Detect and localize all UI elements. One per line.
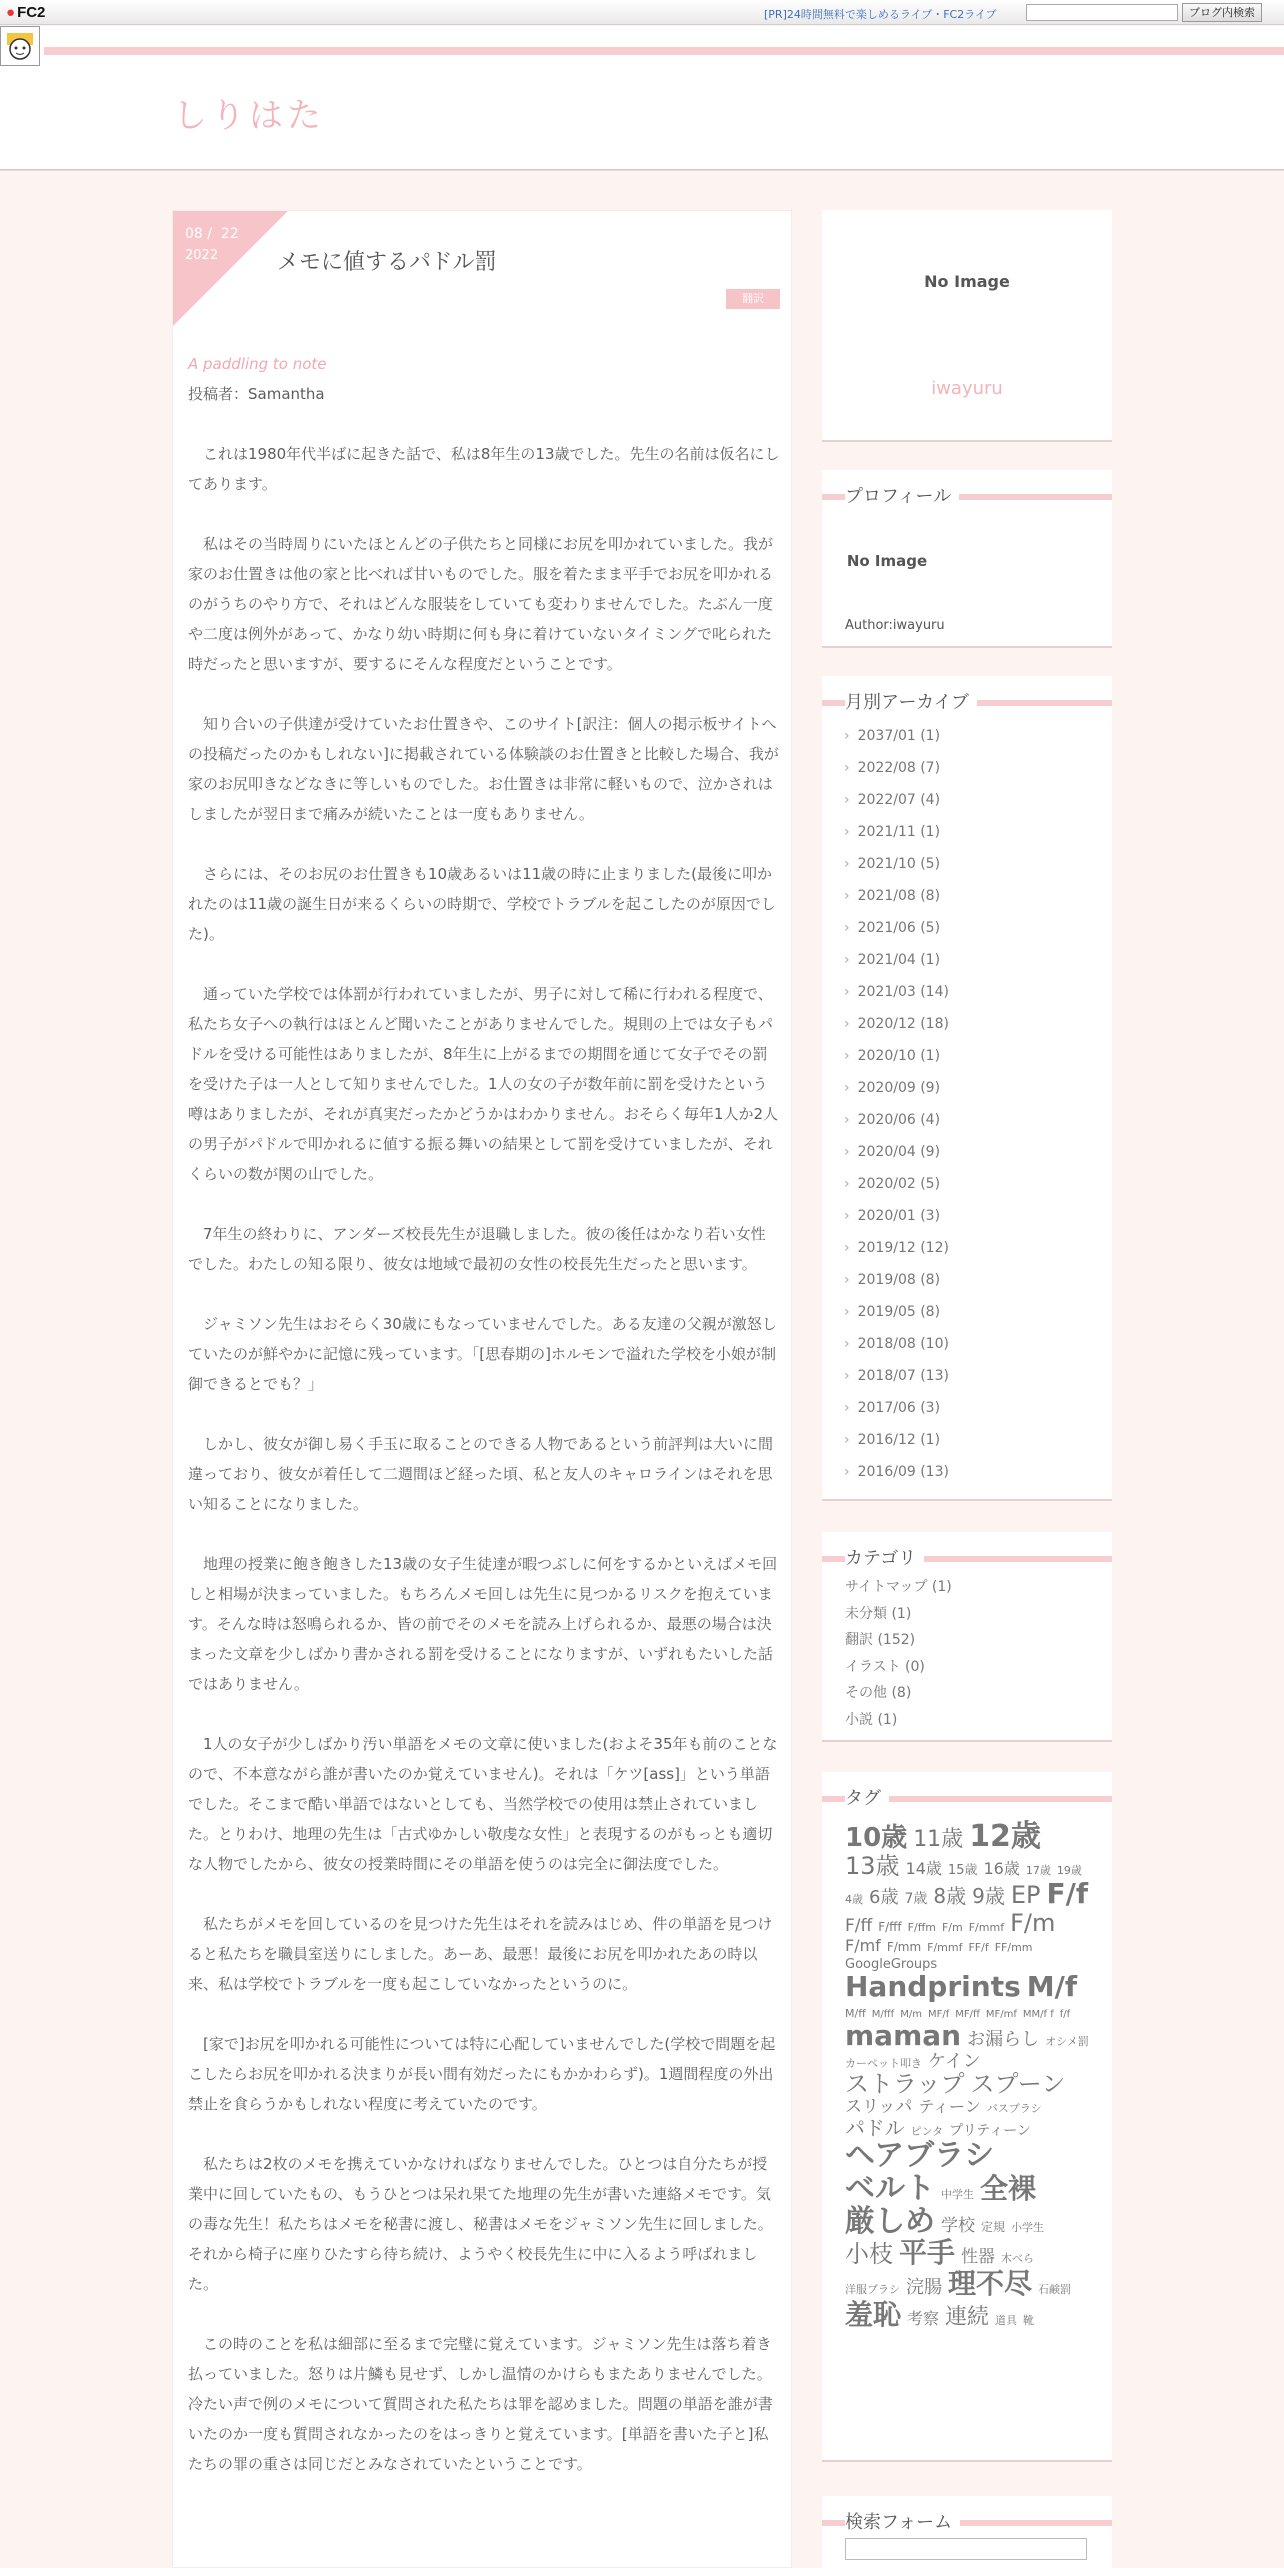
archive-item[interactable]: › 2016/12 (1) [844,1424,949,1456]
search-title: 検索フォーム [845,2508,960,2534]
tag-link[interactable]: 学校 [941,2215,975,2236]
archive-item[interactable]: › 2019/08 (8) [844,1264,949,1296]
profile-title: プロフィール [845,482,959,508]
tag-link[interactable]: 13歳 [845,1852,900,1880]
tag-link[interactable]: プリティーン [949,2122,1031,2139]
tag-link[interactable]: f/f [1059,2009,1071,2021]
fc2-flame-icon: ● [6,4,16,21]
tag-link[interactable]: 連続 [945,2304,990,2330]
tag-link[interactable]: ベルト [845,2170,935,2206]
category-item[interactable]: 未分類 (1) [845,1605,912,1622]
profile-widget [822,470,1112,648]
tag-link[interactable]: F/mmf [927,1940,963,1954]
archive-item[interactable]: › 2018/08 (10) [844,1328,949,1360]
tag-link[interactable]: F/mf [845,1935,881,1955]
blog-search-input[interactable] [845,2538,1087,2560]
paragraph: [家で]お尻を叩かれる可能性については特に心配していませんでした(学校で問題を起こしたらお尻を叩かれる決まりが長い間有効だったにもかかわらず)。1週間程度の外出禁止を食らうかもしれない程度に考えていたのです。 [188,2035,776,2113]
tag-link[interactable]: 9歳 [972,1884,1005,1909]
header-divider [0,169,1284,170]
archive-item[interactable]: › 2020/10 (1) [844,1040,949,1072]
tag-link[interactable]: 靴 [1023,2313,1035,2327]
tag-link[interactable]: M/m [900,2009,922,2021]
post-body [188,349,780,2509]
tag-link[interactable]: ヘアブラシ [845,2137,995,2173]
tag-link[interactable]: 全裸 [980,2171,1037,2205]
archive-item[interactable]: › 2021/08 (8) [844,880,949,912]
archive-item[interactable]: › 2020/01 (3) [844,1200,949,1232]
tag-link[interactable]: 4歳 [845,1893,863,1907]
archive-item[interactable]: › 2021/04 (1) [844,944,949,976]
tag-link[interactable]: 16歳 [983,1859,1020,1878]
post-title[interactable]: メモに値するパドル罰 [277,250,497,275]
paragraph: この時のことを私は細部に至るまで完璧に覚えています。ジャミソン先生は落ち着き払っていました。怒りは片鱗も見せず、しかし温情のかけらもまたありませんでした。冷たい声で例のメモについて質問された私たちは罪を認めました。問題の単語を誰が書いたのか一度も質問されなかったのをはっきりと覚えています。[単語を書いた子と]私たちの罪の重さは同じだとみなされていたということです。 [188,2335,773,2473]
tag-link[interactable]: カーペット叩き [845,2056,922,2070]
tag-link[interactable]: F/mmf [968,1921,1005,1935]
tag-link[interactable]: MF/f [927,2009,950,2021]
paragraph: 地理の授業に飽き飽きした13歳の女子生徒達が暇つぶしに何をするかといえばメモ回しと相場が決まっていました。もちろんメモ回しは先生に見つかるリスクを抱えています。そんな時は怒鳴られるか、皆の前でそのメモを読み上げられるか、最悪の場合は決まった文章を少しばかり書かされる罰を受けることになりますが、いずれもたいした話ではありません。 [188,1555,778,1693]
archive-item[interactable]: › 2020/06 (4) [844,1104,949,1136]
tag-link[interactable]: MM/f f [1022,2009,1054,2021]
tag-link[interactable]: FF/f [968,1940,989,1954]
tag-link[interactable]: M/f [1026,1970,1078,2004]
post-day: 22 [220,226,239,242]
tag-link[interactable]: 19歳 [1056,1864,1082,1877]
paragraph: これは1980年代半ばに起きた話で、私は8年生の13歳でした。先生の名前は仮名にしてあります。 [188,445,780,493]
tag-link[interactable]: 10歳 [845,1823,908,1853]
tag-link[interactable]: M/ff [845,2007,866,2021]
category-list [845,1574,952,1733]
tag-link[interactable]: F/mm [886,1939,922,1954]
paragraph: 1人の女子が少しばかり汚い単語をメモの文章に使いました(およそ35年も前のことなので、不本意ながら誰が書いたのか覚えていません)。それは「ケツ[ass]」という単語でした。そこまで酷い単語ではないとしても、当然学校での使用は禁止されていました。とりわけ、地理の先生は「古式ゆかしい敬虔な女性」と表現するのがもっとも適切な人物でしたから、彼女の授業時間にその単語を使うのは完全に御法度でした。 [188,1735,778,1873]
tag-link[interactable]: 定規 [981,2219,1006,2234]
paragraph: 通っていた学校では体罰が行われていましたが、男子に対して稀に行われる程度で、私たち女子への執行はほとんど聞いたことがありませんでした。規則の上では女子もパドルを受ける可能性はありましたが、8年生に上がるまでの期間を通じて女子でその罰を受けた子は一人として知りませんでした。1人の女の子が数年前に罰を受けたという噂はありましたが、それが真実だったかどうかはわかりません。おそらく毎年1人か2人の男子がパドルで叩かれるに値する振る舞いの結果として罰を受けていましたが、それくらいの数が関の山でした。 [188,985,778,1183]
archive-item[interactable]: › 2022/08 (7) [844,752,949,784]
tag-link[interactable]: ピンタ [910,2124,944,2138]
archive-widget [822,676,1112,1501]
archive-item[interactable]: › 2021/03 (14) [844,976,949,1008]
archive-item[interactable]: › 2020/12 (18) [844,1008,949,1040]
tag-link[interactable]: ケイン [928,2050,981,2072]
tag-link[interactable]: M/fff [871,2009,895,2021]
post-month: 08 / [185,226,212,242]
tag-link[interactable]: 12歳 [969,1819,1041,1854]
tag-link[interactable]: 17歳 [1025,1864,1051,1877]
archive-item[interactable]: › 2020/09 (9) [844,1072,949,1104]
category-item[interactable]: サイトマップ (1) [845,1579,952,1595]
tag-link[interactable]: F/m [1010,1909,1056,1938]
tag-link[interactable]: 小枝 [845,2239,893,2268]
tag-link[interactable]: 羞恥 [845,2297,902,2331]
mascot-icon[interactable] [0,26,40,66]
tag-link[interactable]: 考察 [907,2308,940,2328]
tag-link[interactable]: バスブラシ [986,2101,1042,2115]
tag-link[interactable]: GoogleGroups [845,1957,938,1973]
tag-link[interactable]: オシメ罰 [1045,2034,1089,2048]
category-item[interactable]: 小説 (1) [845,1711,898,1728]
tag-link[interactable]: Handprints [845,1970,1021,2004]
archive-title: 月別アーカイブ [845,688,977,714]
tag-link[interactable]: 道具 [995,2313,1018,2327]
category-title: カテゴリ [845,1544,924,1570]
category-widget [822,1532,1112,1742]
post-author: 投稿者：Samantha [188,385,325,403]
article [172,210,792,2568]
tag-link[interactable]: 中学生 [941,2187,974,2201]
tag-link[interactable]: ストラップ [845,2070,965,2099]
paragraph: 私たちがメモを回しているのを見つけた先生はそれを読みはじめ、件の単語を見つけると私たちを職員室送りにしました。あーあ、最悪！最後にお尻を叩かれたあの時以来、私は学校でトラブルを一度も起こしていなかったというのに。 [188,1915,773,1993]
post-date [185,223,239,267]
fc2-logo-text: FC2 [17,4,46,21]
tag-link[interactable]: 性器 [961,2246,996,2267]
archive-item[interactable]: › 2037/01 (1) [844,720,949,752]
tag-link[interactable]: スリッパ [845,2096,913,2117]
tag-link[interactable]: 厳しめ [845,2203,935,2239]
archive-item[interactable]: › 2021/10 (5) [844,848,949,880]
tag-link[interactable]: 14歳 [905,1859,942,1878]
search-widget [822,2496,1112,2568]
archive-item[interactable]: › 2019/12 (12) [844,1232,949,1264]
archive-item[interactable]: › 2016/09 (13) [844,1456,949,1488]
no-image-placeholder: No Image [924,272,1010,291]
tag-link[interactable]: 小学生 [1011,2220,1045,2234]
archive-item[interactable]: › 2021/06 (5) [844,912,949,944]
archive-item[interactable]: › 2019/05 (8) [844,1296,949,1328]
tag-link[interactable]: 7歳 [904,1891,928,1908]
tag-link[interactable]: F/ff [845,1916,873,1937]
tag-link[interactable]: maman [845,2018,962,2052]
sidebar-top-widget [822,210,1112,442]
tag-link[interactable]: 8歳 [933,1884,967,1909]
paragraph: 私たちは2枚のメモを携えていかなければなりませんでした。ひとつは自分たちが授業中に回していたもの、もうひとつは呆れ果てた地理の先生が書いた連絡メモです。気の毒な先生！私たちはメモを秘書に渡し、秘書はメモをジャミソン先生に回しました。それから椅子に座りひたすら待ち続け、ようやく校長先生に中に入るよう呼ばれました。 [188,2155,773,2293]
fc2-pr-link[interactable]: [PR]24時間無料で楽しめるライブ・FC2ライブ [764,8,997,21]
paragraph: しかし、彼女が御し易く手玉に取ることのできる人物であるという前評判は大いに間違っており、彼女が着任して二週間ほど経った頃、私と友人のキャロラインはそれを思い知ることになりました。 [188,1435,774,1513]
tag-cloud [845,1820,1095,2330]
tag-link[interactable]: FF/mm [994,1940,1033,1954]
paragraph: 私はその当時周りにいたほとんどの子供たちと同様にお尻を叩かれていました。我が家のお仕置きは他の家と比べれば甘いものでした。服を着たまま平手でお尻を叩かれるのがうちのやり方で、それはどんな服装をしていても変わりませんでした。たぶん一度や二度は例外があって、かなり幼い時期に何も身に着けていないタイミングで叱られた時だったと思いますが、要するにそんな程度だということです。 [188,535,774,673]
tag-link[interactable]: スプーン [970,2070,1066,2099]
archive-item[interactable]: › 2022/07 (4) [844,784,949,816]
tag-link[interactable]: 11歳 [913,1827,964,1852]
tag-link[interactable]: F/m [941,1921,963,1935]
archive-item[interactable]: › 2021/11 (1) [844,816,949,848]
tag-link[interactable]: MF/mf [985,2009,1017,2021]
tag-link[interactable]: 6歳 [869,1887,899,1909]
tag-link[interactable]: MF/ff [955,2009,980,2021]
blog-header [0,26,1284,171]
tag-title: タグ [845,1784,889,1810]
header-stripe [44,47,1284,55]
tag-link[interactable]: 木べら [1001,2251,1035,2265]
category-item[interactable]: イラスト (0) [845,1658,925,1675]
tag-widget [822,1772,1112,2462]
sidebar-blog-owner[interactable]: iwayuru [931,378,1003,399]
tag-link[interactable]: 洋服ブラシ [845,2282,900,2296]
fc2-search-button[interactable]: ブログ内検索 [1182,3,1262,22]
post-year: 2022 [185,248,219,263]
paragraph: ジャミソン先生はおそらく30歳にもなっていませんでした。ある友達の父親が激怒していたのが鮮やかに記憶に残っています。「[思春期の]ホルモンで溢れた学校を小娘が制御できるとでも？」 [188,1315,777,1393]
tag-link[interactable]: 石鹸罰 [1038,2282,1072,2296]
archive-item[interactable]: › 2020/04 (9) [844,1136,949,1168]
tag-link[interactable]: 平手 [899,2235,956,2269]
profile-author: Author:iwayuru [845,618,945,633]
paragraph: 7年生の終わりに、アンダーズ校長先生が退職しました。彼の後任はかなり若い女性でした。わたしの知る限り、彼女は地域で最初の女性の校長先生だったと思います。 [188,1225,766,1273]
tag-link[interactable]: 15歳 [947,1863,978,1878]
tag-link[interactable]: 浣腸 [906,2276,942,2298]
tag-link[interactable]: F/fff [878,1920,902,1935]
tag-link[interactable]: パドル [845,2115,905,2140]
category-item[interactable]: その他 (8) [845,1685,912,1701]
blog-title[interactable]: しりはた [173,96,325,136]
paragraph: 知り合いの子供達が受けていたお仕置きや、このサイト[訳注：個人の掲示板サイトへの投稿だったのかもしれない]に掲載されている体験談のお仕置きと比較した場合、我が家のお尻叩きなどなきに等しいものでした。お仕置きは非常に軽いもので、泣かされはしましたが翌日まで痛みが続いたことは一度もありません。 [188,715,779,823]
archive-item[interactable]: › 2017/06 (3) [844,1392,949,1424]
archive-list [844,720,949,1488]
tag-link[interactable]: EP [1010,1881,1041,1910]
fc2-logo[interactable] [6,4,45,21]
archive-item[interactable]: › 2020/02 (5) [844,1168,949,1200]
tag-link[interactable]: ティーン [918,2096,981,2116]
fc2-toolbar [0,0,1284,25]
profile-no-image: No Image [846,552,928,570]
tag-link[interactable]: F/ffm [907,1921,936,1935]
category-item[interactable]: 翻訳 (152) [845,1632,916,1648]
tag-link[interactable]: お漏らし [967,2028,1040,2050]
tag-link[interactable]: F/f [1046,1877,1089,1911]
original-title[interactable]: A paddling to note [188,355,327,373]
tag-link[interactable]: 理不尽 [948,2266,1033,2300]
archive-item[interactable]: › 2018/07 (13) [844,1360,949,1392]
post-category-badge[interactable]: 翻訳 [726,289,780,309]
fc2-search-input[interactable] [1026,4,1178,21]
paragraph: さらには、そのお尻のお仕置きも10歳あるいは11歳の時に止まりました(最後に叩かれたのは11歳の誕生日が来るくらいの時期で、学校でトラブルを起こしたのが原因でした)。 [188,865,776,943]
